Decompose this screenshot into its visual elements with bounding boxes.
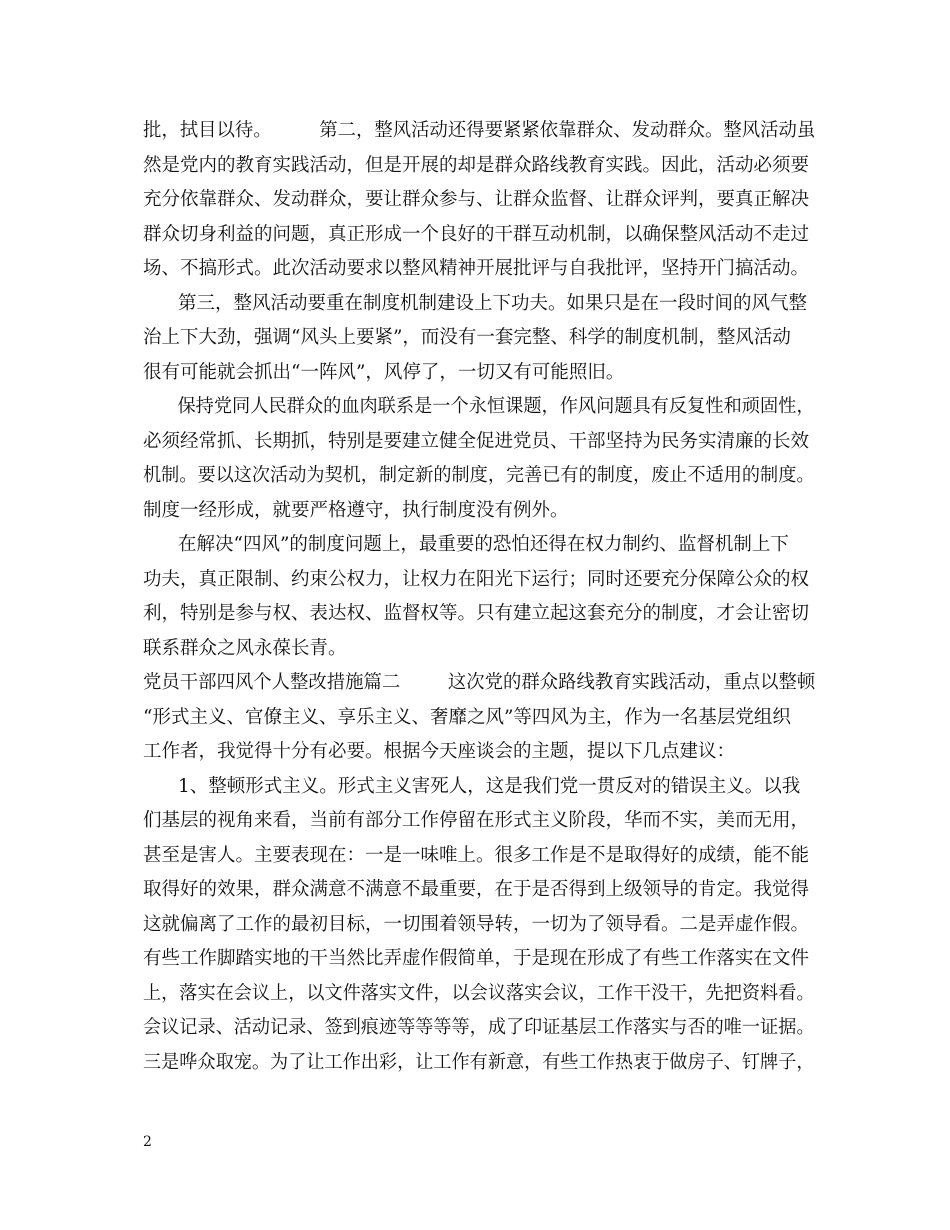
page-number: 2 bbox=[143, 1134, 152, 1150]
text-line-continuation: 这次党的群众路线教育实践活动，重点以整顿 bbox=[447, 672, 816, 693]
text-line-content: 取得好的效果，群众满意不满意不最重要，在于是否得到上级领导的肯定。我觉得 bbox=[143, 879, 810, 900]
text-line-content: 有些工作脚踏实地的干当然比弄虚作假简单，于是现在形成了有些工作落实在文件 bbox=[143, 948, 810, 969]
text-line bbox=[143, 252, 815, 287]
text-line-content: 机制。要以这次活动为契机，制定新的制度，完善已有的制度，废止不适用的制度。 bbox=[143, 465, 815, 486]
text-line-content: 功夫，真正限制、约束公权力，让权力在阳光下运行；同时还要充分保障公众的权 bbox=[143, 568, 810, 590]
text-line-continuation: 第二，整风活动还得要紧紧依靠群众、发动群众。整风活动虽 bbox=[319, 120, 816, 141]
text-line bbox=[143, 183, 815, 218]
text-line-content: 利，特别是参与权、表达权、监督权等。只有建立起这套充分的制度，才会让密切 bbox=[143, 603, 810, 624]
text-line bbox=[143, 632, 815, 667]
text-line bbox=[143, 287, 815, 322]
text-line bbox=[143, 459, 815, 494]
text-line-content: 工作者，我觉得十分有必要。根据今天座谈会的主题，提以下几点建议： bbox=[143, 741, 736, 762]
text-line-content: 然是党内的教育实践活动，但是开展的却是群众路线教育实践。因此，活动必须要 bbox=[143, 154, 810, 176]
text-line-content: 在解决“四风”的制度问题上，最重要的恐怕还得在权力制约、监督机制上下 bbox=[178, 534, 789, 555]
text-line-content: 三是哗众取宠。为了让工作出彩，让工作有新意，有些工作热衷于做房子、钉牌子， bbox=[143, 1051, 815, 1073]
text-line-content: 必须经常抓、长期抓，特别是要建立健全促进党员、干部坚持为民务实清廉的长效 bbox=[143, 430, 810, 452]
text-line bbox=[143, 942, 815, 977]
text-line bbox=[143, 563, 815, 598]
text-line-content: 甚至是害人。主要表现在：一是一味唯上。很多工作是不是取得好的成绩，能不能 bbox=[143, 844, 810, 866]
text-line bbox=[143, 149, 815, 184]
text-line bbox=[143, 425, 815, 460]
text-line bbox=[143, 218, 815, 253]
text-line bbox=[143, 873, 815, 908]
text-line bbox=[143, 1046, 815, 1081]
text-line-content: 上，落实在会议上，以文件落实文件，以会议落实会议，工作干没干，先把资料看。 bbox=[143, 982, 815, 1004]
text-line bbox=[143, 390, 815, 425]
text-line-content: 这就偏离了工作的最初目标，一切围着领导转，一切为了领导看。二是弄虚作假。 bbox=[143, 913, 810, 935]
text-line bbox=[143, 321, 815, 356]
text-line-content: 群众切身利益的问题，真正形成一个良好的干群互动机制，以确保整风活动不走过 bbox=[143, 223, 810, 245]
text-line bbox=[143, 977, 815, 1012]
text-line bbox=[143, 597, 815, 632]
text-line-content: 很有可能就会抓出“一阵风”，风停了，一切又有可能照旧。 bbox=[143, 361, 625, 383]
text-line-content: 充分依靠群众、发动群众，要让群众参与、让群众监督、让群众评判，要真正解决 bbox=[143, 189, 810, 210]
text-line bbox=[143, 908, 815, 943]
text-line bbox=[143, 114, 816, 149]
text-line-content: 们基层的视角来看，当前有部分工作停留在形式主义阶段，华而不实，美而无用， bbox=[143, 810, 810, 831]
text-line bbox=[143, 494, 815, 529]
text-line bbox=[143, 804, 815, 839]
text-line-content: 制度一经形成，就要严格遵守，执行制度没有例外。 bbox=[143, 499, 569, 521]
text-line-content: “形式主义、官僚主义、享乐主义、奢靡之风”等四风为主，作为一名基层党组织 bbox=[143, 706, 791, 728]
text-line bbox=[143, 735, 815, 770]
text-line bbox=[143, 1011, 815, 1046]
text-line-content: 治上下大劲，强调“风头上要紧”，而没有一套完整、科学的制度机制，整风活动 bbox=[143, 327, 791, 348]
text-line-content: 批，拭目以待。 bbox=[143, 120, 272, 141]
text-line-content: 第三，整风活动要重在制度机制建设上下功夫。如果只是在一段时间的风气整 bbox=[178, 292, 808, 314]
text-line bbox=[143, 356, 815, 391]
text-line-content: 1、整顿形式主义。形式主义害死人，这是我们党一贯反对的错误主义。以我 bbox=[178, 775, 801, 797]
text-line bbox=[143, 528, 815, 563]
text-line bbox=[143, 839, 815, 874]
text-line-content: 党员干部四风个人整改措施篇二 bbox=[143, 672, 401, 693]
body-text bbox=[143, 114, 815, 1080]
text-line-content: 保持党同人民群众的血肉联系是一个永恒课题，作风问题具有反复性和顽固性， bbox=[177, 396, 815, 417]
text-line-content: 会议记录、活动记录、签到痕迹等等等等，成了印证基层工作落实与否的唯一证据。 bbox=[143, 1017, 815, 1038]
text-line bbox=[143, 666, 816, 701]
text-line-content: 场、不搞形式。此次活动要求以整风精神开展批评与自我批评，坚持开门搞活动。 bbox=[143, 258, 810, 279]
text-line-content: 联系群众之风永葆长青。 bbox=[143, 637, 347, 659]
text-line bbox=[143, 770, 815, 805]
text-line bbox=[143, 701, 815, 736]
